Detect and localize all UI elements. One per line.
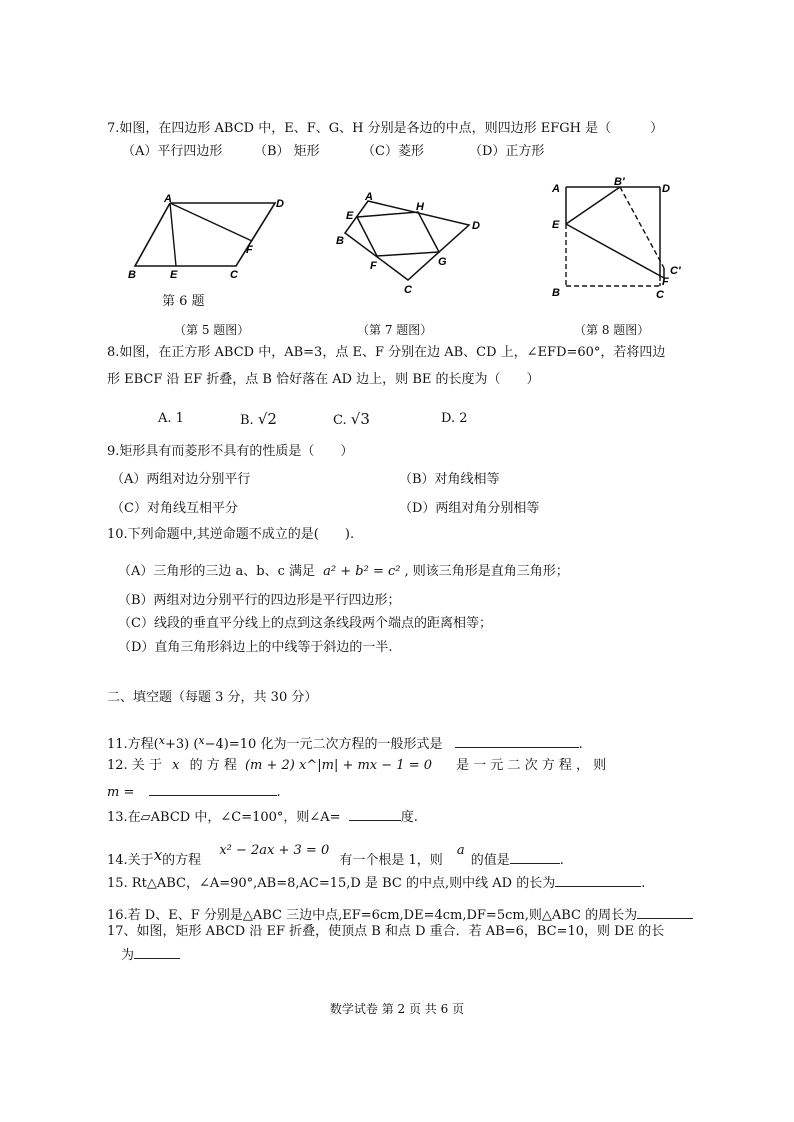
section-2-title: 二、填空题（每题 3 分，共 30 分） — [107, 690, 318, 705]
fig8-label-b: B — [552, 287, 560, 299]
q11: 11.方程($^x$+3) ($^x$−4)=10 化为一元二次方程的一般形式是 . — [107, 734, 583, 752]
q8-option-b-math: √2 — [257, 410, 277, 428]
q7-option-b: （B） 矩形 — [254, 144, 320, 159]
q10-option-d: （D）直角三角形斜边上的中线等于斜边的一半. — [118, 640, 393, 655]
q12-equation: (m + 2) x^|m| + mx − 1 = 0 — [244, 758, 432, 773]
fig7-label-g: G — [438, 256, 447, 268]
fig8-label-c-prime: C′ — [670, 265, 681, 277]
fig8-label-e: E — [552, 219, 560, 231]
q7-stem: 7.如图，在四边形 ABCD 中，E、F、G、H 分别是各边的中点，则四边形 EFGH 是（ ） — [107, 121, 664, 136]
page-footer: 数学试卷 第 2 页 共 6 页 — [329, 1002, 465, 1016]
q14-equation: x² − 2ax + 3 = 0 — [219, 843, 330, 858]
q10-option-a-math: a² + b² = c² — [323, 564, 401, 579]
fig7-label-b: B — [336, 235, 344, 247]
q12-line-1: 12. 关 于 x 的 方 程 (m + 2) x^|m| + mx − 1 = 0 是 一 元 二 次 方 程 ， 则 — [107, 758, 607, 773]
q8-option-b: B. √2 — [240, 410, 277, 428]
q12-line-2: m = . — [107, 781, 281, 802]
fig8-label-b-prime: B′ — [614, 176, 625, 188]
fig8-label-f: F — [662, 276, 669, 288]
q11-answer-blank[interactable] — [455, 733, 579, 748]
fig5-caption: （第 5 题图） — [174, 323, 250, 337]
figure-7-quadrilateral — [332, 185, 492, 300]
q10-option-a: （A）三角形的三边 a、b、c 满足 a² + b² = c² , 则该三角形是直角三角形； — [118, 564, 569, 579]
fig5-label-e: E — [170, 269, 178, 281]
q9-option-b: （B）对角线相等 — [399, 472, 500, 487]
fig8-label-c: C — [656, 289, 664, 301]
fig5-label-b: B — [128, 269, 136, 281]
fig8-label-d: D — [662, 183, 670, 195]
q8-line-2: 形 EBCF 沿 EF 折叠，点 B 恰好落在 AD 边上，则 BE 的长度为（ ） — [107, 372, 540, 387]
q8-line-1: 8.如图，在正方形 ABCD 中，AB=3，点 E、F 分别在边 AB、CD 上，∠EFD=60°，若将四边 — [107, 345, 666, 360]
q16-answer-blank[interactable] — [637, 904, 693, 919]
q8-option-c: C. √3 — [333, 410, 370, 428]
fig7-label-h: H — [416, 201, 424, 213]
fig5-label-c: C — [230, 269, 238, 281]
q13-answer-blank[interactable] — [349, 806, 401, 821]
q17-line-1: 17、如图，矩形 ABCD 沿 EF 折叠，使顶点 B 和点 D 重合．若 AB=6，BC=10，则 DE 的长 — [107, 924, 665, 939]
fig8-label-a: A — [552, 183, 560, 195]
q9-option-a: （A）两组对边分别平行 — [111, 472, 251, 487]
fig5-title: 第 6 题 — [162, 294, 205, 309]
q17-answer-blank[interactable] — [134, 944, 180, 959]
q7-option-d: （D）正方形 — [469, 144, 545, 159]
q16: 16.若 D、E、F 分别是△ABC 三边中点,EF=6cm,DE=4cm,DF=5cm,则△ABC 的周长为 — [107, 904, 693, 925]
figure-8-folded-square — [548, 176, 698, 306]
q8-option-a: A. 1 — [158, 411, 184, 426]
q9-option-c: （C）对角线互相平分 — [111, 501, 238, 516]
q15: 15. Rt△ABC，∠A=90°,AB=8,AC=15,D 是 BC 的中点,则中线 AD 的长为 . — [107, 872, 645, 893]
q14: 14.关于x的方程 x² − 2ax + 3 = 0 有一个根是 1，则 a的值是 . — [107, 843, 564, 868]
q9-stem: 9.矩形具有而菱形不具有的性质是（ ） — [107, 444, 354, 459]
fig5-label-d: D — [276, 198, 284, 210]
q7-option-a: （A）平行四边形 — [122, 144, 223, 159]
q12-answer-blank[interactable] — [149, 781, 277, 796]
q7-option-c: （C）菱形 — [362, 144, 424, 159]
fig8-caption: （第 8 题图） — [574, 323, 650, 337]
q17-line-2: 为 — [121, 944, 180, 965]
q9-option-d: （D）两组对角分别相等 — [399, 501, 540, 516]
q13: 13.在▱ABCD 中，∠C=100°，则∠A= 度. — [107, 806, 418, 827]
q8-option-d: D. 2 — [441, 411, 468, 426]
fig7-label-f: F — [370, 260, 377, 272]
fig7-label-a: A — [365, 191, 373, 203]
fig7-label-d: D — [472, 220, 480, 232]
figure-5-parallelogram — [120, 190, 290, 285]
q10-option-c: （C）线段的垂直平分线上的点到这条线段两个端点的距离相等； — [118, 616, 492, 631]
q10-option-b: （B）两组对边分别平行的四边形是平行四边形； — [118, 593, 401, 608]
q8-option-c-math: √3 — [350, 410, 370, 428]
fig7-caption: （第 7 题图） — [357, 323, 433, 337]
fig7-label-e: E — [346, 210, 354, 222]
q10-stem: 10.下列命题中,其逆命题不成立的是( ). — [107, 527, 355, 542]
fig5-label-a: A — [164, 193, 172, 205]
fig7-label-c: C — [404, 284, 412, 296]
fig5-label-f: F — [246, 244, 253, 256]
q14-answer-blank[interactable] — [510, 849, 560, 864]
q15-answer-blank[interactable] — [555, 872, 641, 887]
